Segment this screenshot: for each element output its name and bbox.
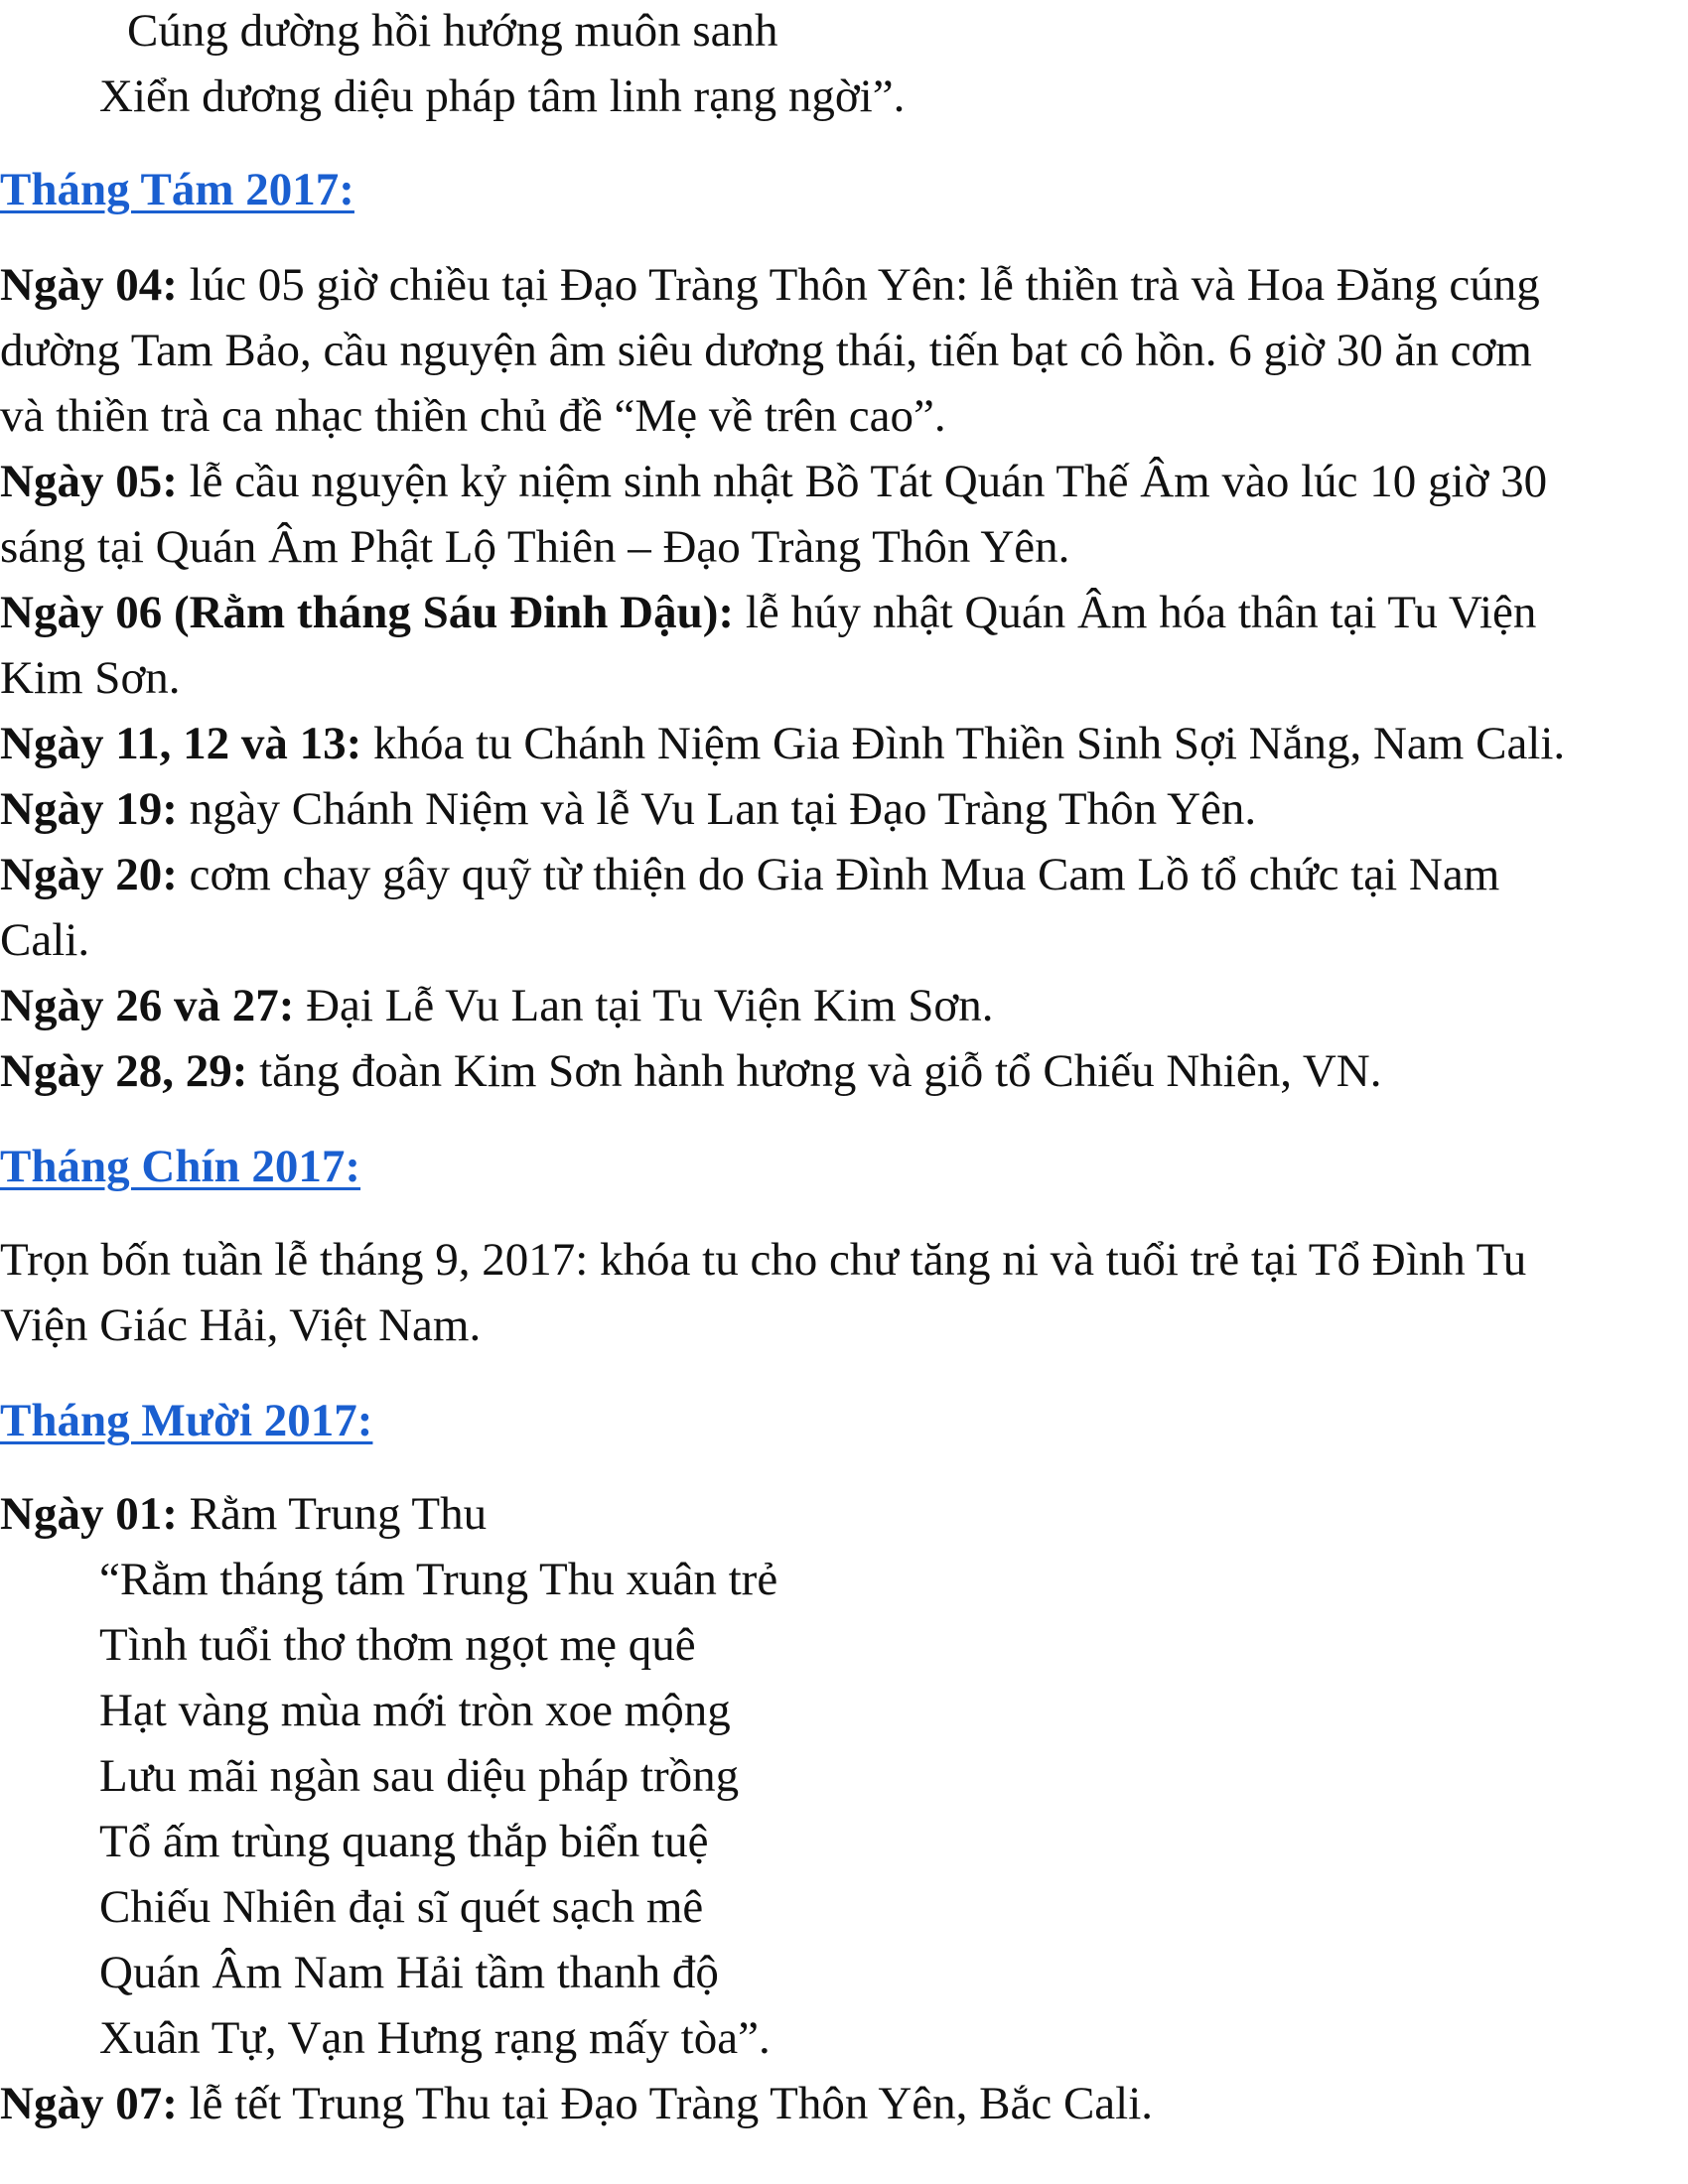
- top-poem-line-2: Xiển dương diệu pháp tâm linh rạng ngời”.: [99, 70, 906, 122]
- entry-date-label: Ngày 28, 29:: [0, 1045, 248, 1097]
- entry-text: ngày Chánh Niệm và lễ Vu Lan tại Đạo Tràng Thôn Yên.: [177, 783, 1257, 835]
- heading-september: Tháng Chín 2017:: [0, 1141, 361, 1192]
- oct-poem-line-7: Quán Âm Nam Hải tầm thanh độ: [99, 1947, 719, 1998]
- oct-poem-line-5: Tổ ấm trùng quang thắp biển tuệ: [99, 1816, 709, 1867]
- aug-entry-20: [0, 849, 1500, 900]
- oct-poem-line-8: Xuân Tự, Vạn Hưng rạng mấy tòa”.: [99, 2012, 771, 2064]
- oct-poem-line-3: Hạt vàng mùa mới tròn xoe mộng: [99, 1685, 731, 1736]
- entry-text: lúc 05 giờ chiều tại Đạo Tràng Thôn Yên: lễ thiền trà và Hoa Đăng cúng: [177, 259, 1540, 311]
- entry-date-label: Ngày 01:: [0, 1488, 178, 1540]
- entry-text: Đại Lễ Vu Lan tại Tu Viện Kim Sơn.: [294, 980, 994, 1031]
- aug-entry-28-29: [0, 1045, 1382, 1097]
- entry-date-label: Ngày 04:: [0, 259, 178, 311]
- entry-text: lễ húy nhật Quán Âm hóa thân tại Tu Viện: [734, 587, 1537, 638]
- entry-text: lễ tết Trung Thu tại Đạo Tràng Thôn Yên, Bắc Cali.: [177, 2078, 1154, 2129]
- entry-text: tăng đoàn Kim Sơn hành hương và giỗ tổ Chiếu Nhiên, VN.: [247, 1045, 1382, 1097]
- aug-entry-05-cont: sáng tại Quán Âm Phật Lộ Thiên – Đạo Tràng Thôn Yên.: [0, 521, 1070, 573]
- entry-text: Rằm Trung Thu: [177, 1488, 488, 1540]
- aug-entry-20-cont: Cali.: [0, 914, 90, 966]
- aug-entry-04: [0, 259, 1540, 311]
- entry-date-label: Ngày 06 (Rằm tháng Sáu Đinh Dậu):: [0, 587, 735, 638]
- entry-date-label: Ngày 05:: [0, 456, 178, 507]
- top-poem-line-1: Cúng dường hồi hướng muôn sanh: [127, 5, 778, 57]
- entry-text: cơm chay gây quỹ từ thiện do Gia Đình Mua Cam Lồ tổ chức tại Nam: [177, 849, 1500, 900]
- sep-entry-cont: Viện Giác Hải, Việt Nam.: [0, 1299, 482, 1351]
- heading-october: Tháng Mười 2017:: [0, 1395, 373, 1446]
- entry-text: khóa tu Chánh Niệm Gia Đình Thiền Sinh Sợi Nắng, Nam Cali.: [361, 718, 1566, 769]
- entry-date-label: Ngày 07:: [0, 2078, 178, 2129]
- aug-entry-04-cont-2: và thiền trà ca nhạc thiền chủ đề “Mẹ về trên cao”.: [0, 390, 946, 442]
- oct-entry-07: [0, 2078, 1154, 2129]
- heading-august: Tháng Tám 2017:: [0, 164, 354, 215]
- aug-entry-06-cont: Kim Sơn.: [0, 652, 181, 704]
- entry-date-label: Ngày 11, 12 và 13:: [0, 718, 362, 769]
- oct-poem-line-6: Chiếu Nhiên đại sĩ quét sạch mê: [99, 1881, 704, 1933]
- oct-poem-line-4: Lưu mãi ngàn sau diệu pháp trồng: [99, 1750, 740, 1802]
- aug-entry-11-13: [0, 718, 1566, 769]
- entry-date-label: Ngày 26 và 27:: [0, 980, 295, 1031]
- aug-entry-26-27: [0, 980, 994, 1031]
- oct-poem-line-1: “Rằm tháng tám Trung Thu xuân trẻ: [99, 1554, 778, 1605]
- entry-date-label: Ngày 19:: [0, 783, 178, 835]
- oct-entry-01: [0, 1488, 488, 1540]
- entry-date-label: Ngày 20:: [0, 849, 178, 900]
- oct-poem-line-2: Tình tuổi thơ thơm ngọt mẹ quê: [99, 1619, 696, 1671]
- aug-entry-05: [0, 456, 1548, 507]
- aug-entry-19: [0, 783, 1257, 835]
- aug-entry-04-cont-1: dường Tam Bảo, cầu nguyện âm siêu dương thái, tiến bạt cô hồn. 6 giờ 30 ăn cơm: [0, 325, 1532, 376]
- entry-text: lễ cầu nguyện kỷ niệm sinh nhật Bồ Tát Quán Thế Âm vào lúc 10 giờ 30: [177, 456, 1548, 507]
- aug-entry-06: [0, 587, 1537, 638]
- sep-entry: Trọn bốn tuần lễ tháng 9, 2017: khóa tu cho chư tăng ni và tuổi trẻ tại Tổ Đình Tu: [0, 1234, 1527, 1286]
